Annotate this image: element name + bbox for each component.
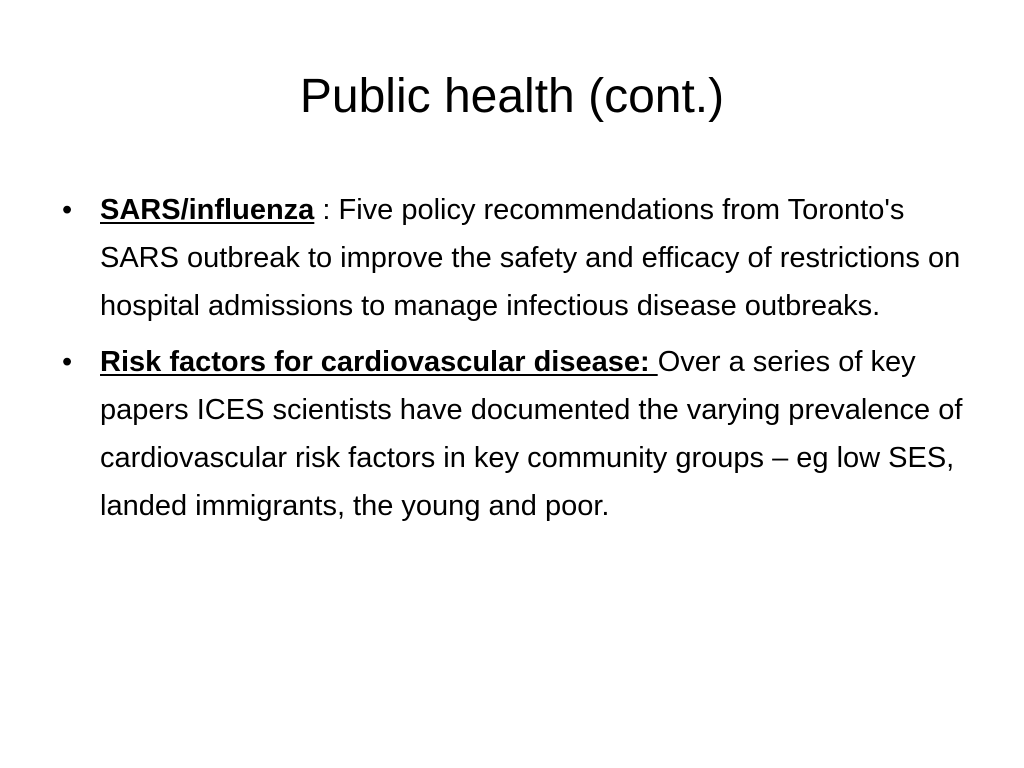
bullet-heading: Risk factors for cardiovascular disease: (100, 346, 658, 378)
slide-title: Public health (cont.) (299, 70, 725, 123)
bullet-list (52, 186, 976, 538)
bullet-text: : Five policy recommendations from Toronto's SARS outbreak to improve the safety and efficacy of restrictions on hospital admissions to manage infectious disease outbreaks. (100, 194, 961, 322)
bullet-icon: • (62, 194, 73, 226)
bullet-item-sars-influenza (52, 186, 976, 330)
bullet-item-cardiovascular-risk (52, 338, 976, 530)
bullet-icon: • (62, 346, 73, 378)
bullet-heading: SARS/influenza (100, 194, 315, 226)
bullet-text: Over a series of key papers ICES scientists have documented the varying prevalence of cardiovascular risk factors in key community groups – eg low SES, landed immigrants, the young and poor. (100, 346, 963, 522)
